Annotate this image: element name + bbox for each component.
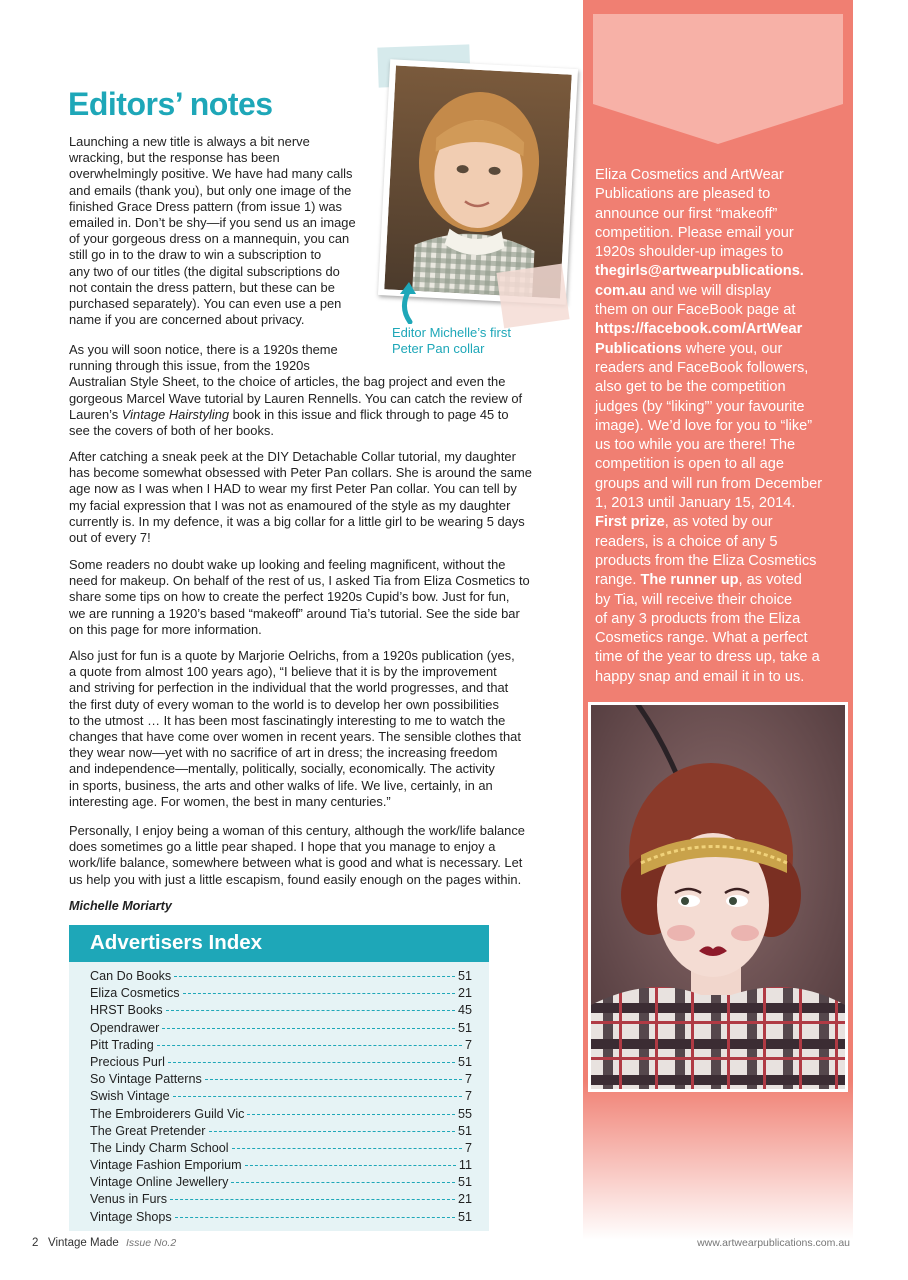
dotted-leader: [183, 993, 455, 994]
advertiser-row: [90, 1192, 472, 1209]
dotted-leader: [175, 1217, 455, 1218]
advertiser-page: 55: [457, 1106, 472, 1121]
advertiser-page: 7: [464, 1089, 472, 1104]
competition-email-link[interactable]: thegirls@artwearpublications.: [595, 263, 804, 280]
dotted-leader: [232, 1148, 462, 1149]
magazine-name: Vintage Made: [48, 1237, 119, 1249]
page-number: 2: [32, 1237, 39, 1249]
advertiser-page: 51: [457, 1020, 472, 1035]
facebook-link-end[interactable]: Publications: [595, 340, 682, 357]
advertiser-name: Vintage Fashion Emporium: [90, 1158, 242, 1173]
dotted-leader: [162, 1028, 455, 1029]
advertiser-row: [90, 1158, 472, 1175]
dotted-leader: [231, 1182, 455, 1183]
competition-text: Eliza Cosmetics and ArtWear Publications are pleased to announce our first “makeoff” competition. Please email your 1920s shoulder-up images to thegirls@artwearpublications. com.au and we will display them on our FaceBook page at https://facebook.com/ArtWear Publications where you, our readers and FaceBook followers, also get to be the competition judges (by “liking”’ your favourite image). We’d love for you to “like” us too while you are there! The competition is open to all age groups and will run from December 1, 2013 until January 15, 2014. First prize, as voted by our readers, is a choice of any 5 products from the Eliza Cosmetics range. The runner up, as voted by Tia, will receive their choice of any 3 products from the Eliza Cosmetics range. What a perfect time of the year to dress up, take a happy snap and email it in to us.: [595, 167, 823, 685]
advertiser-page: 51: [457, 969, 472, 983]
advertiser-row: [90, 1055, 472, 1072]
advertiser-row: [90, 1021, 472, 1038]
dotted-leader: [173, 1096, 462, 1097]
curved-arrow-icon: [396, 280, 420, 324]
advertiser-name: The Lindy Charm School: [90, 1140, 229, 1155]
advertiser-name: Can Do Books: [90, 969, 172, 983]
advertiser-row: [90, 1141, 472, 1158]
page-title: Editors’ notes: [68, 86, 273, 122]
chevron-banner-icon: [593, 14, 843, 144]
dotted-leader: [168, 1062, 455, 1063]
advertiser-page: 51: [457, 1209, 472, 1224]
advertiser-page: 7: [464, 1072, 472, 1087]
paragraph-5: Also just for fun is a quote by Marjorie Oelrichs, from a 1920s publication (yes, a quote from almost 100 years ago), “I believe that it is by the improvement and striving for perfection in the individual that the world progresses, and that the first duty of every woman to the world is to develop her own possibilities to the utmost … It has been most fascinatingly interesting to me to watch the changes that have come over women in recent years. The sensible clothes that they wear now—yet with no sacrifice of art in dress; the increasing freedom and independence—mentally, politically, socially, economically. The activity in sports, business, the arts and other walks of life. We live, certainly, in an interesting age. For women, the best in many centuries.”: [69, 648, 521, 809]
advertisers-index: [69, 925, 489, 1231]
advertiser-page: 45: [457, 1003, 472, 1018]
advertiser-row: [90, 986, 472, 1003]
advertiser-name: Eliza Cosmetics: [90, 986, 180, 1001]
dotted-leader: [247, 1114, 455, 1115]
advertiser-name: Vintage Online Jewellery: [90, 1175, 229, 1190]
advertiser-page: 21: [457, 986, 472, 1001]
issue-number: Issue No.2: [125, 1237, 177, 1249]
advertiser-row: [90, 1175, 472, 1192]
competition-email-link-end[interactable]: com.au: [595, 282, 647, 299]
dotted-leader: [170, 1199, 455, 1200]
advertiser-row: [90, 1210, 472, 1227]
dotted-leader: [209, 1131, 455, 1132]
advertiser-name: The Embroiderers Guild Vic: [90, 1106, 245, 1121]
dotted-leader: [157, 1045, 462, 1046]
advertiser-page: 51: [457, 1175, 472, 1190]
footer-url[interactable]: www.artwearpublications.com.au: [697, 1237, 850, 1249]
footer-page-info: [32, 1237, 176, 1249]
advertiser-name: Opendrawer: [90, 1020, 160, 1035]
advertiser-row: [90, 1124, 472, 1141]
facebook-link[interactable]: https://facebook.com/ArtWear: [595, 321, 803, 338]
paragraph-4: Some readers no doubt wake up looking and feeling magnificent, without the need for makeup. On behalf of the rest of us, I asked Tia from Eliza Cosmetics to share some tips on how to create the perfect 1920s Cupid’s bow. Just for fun, we are running a 1920’s based “makeoff” around Tia’s tutorial. See the side bar on this page for more information.: [69, 557, 530, 637]
advertiser-row: [90, 1089, 472, 1106]
competition-sidebar: [583, 0, 853, 1240]
advertiser-row: [90, 1107, 472, 1124]
flapper-model-photo: [588, 702, 848, 1092]
advertiser-name: Precious Purl: [90, 1054, 165, 1069]
advertiser-row: [90, 969, 472, 986]
advertisers-title: Advertisers Index: [90, 931, 263, 954]
advertiser-page: 51: [457, 1054, 472, 1069]
advertiser-name: Venus in Furs: [90, 1192, 168, 1207]
dotted-leader: [174, 976, 455, 977]
editor-signature: Michelle Moriarty: [69, 899, 172, 913]
advertiser-row: [90, 1003, 472, 1020]
dotted-leader: [205, 1079, 462, 1080]
advertiser-name: So Vintage Patterns: [90, 1072, 202, 1087]
paragraph-6: Personally, I enjoy being a woman of this century, although the work/life balance does sometimes go a little pear shaped. I hope that you manage to enjoy a work/life balance, somewhere between what is good and what is necessary. Let us help you with just a little escapism, found easily enough on the pages within.: [69, 823, 525, 887]
photo-tape-bottom: [496, 264, 569, 329]
advertisers-list: [90, 969, 472, 1227]
advertiser-name: HRST Books: [90, 1003, 163, 1018]
advertiser-name: Vintage Shops: [90, 1209, 172, 1224]
advertiser-row: [90, 1072, 472, 1089]
advertiser-page: 11: [458, 1158, 472, 1173]
paragraph-1: Launching a new title is always a bit nerve wracking, but the response has been overwhelmingly positive. We have had many calls and emails (thank you), but only one image of the finished Grace Dress pattern (from issue 1) was emailed in. Don’t be shy—if you send us an image of your gorgeous dress on a mannequin, you can still go in to the draw to win a subscription to any two of our titles (the digital subscriptions do not contain the dress pattern, but these can be purchased separately). You can even use a pen name if you are concerned about privacy.: [69, 134, 356, 328]
advertiser-page: 21: [457, 1192, 472, 1207]
paragraph-2: As you will soon notice, there is a 1920s theme running through this issue, from the 1920s Australian Style Sheet, to the choice of articles, the bag project and even the gorgeous Marcel Wave tutorial by Lauren Rennells. You can catch the review of Lauren’s Vintage Hairstyling book in this issue and flick through to page 45 to see the covers of both of her books.: [69, 342, 523, 439]
dotted-leader: [245, 1165, 456, 1166]
advertiser-name: Swish Vintage: [90, 1089, 170, 1104]
paragraph-3: After catching a sneak peek at the DIY Detachable Collar tutorial, my daughter has become somewhat obsessed with Peter Pan collars. She is around the same age now as I was when I HAD to wear my first Peter Pan collar. You can tell by my facial expression that I was not as enamoured of the style as my daughter currently is. In my defence, it was a big collar for a little girl to be wearing 5 days out of every 7!: [69, 449, 532, 546]
advertiser-name: Pitt Trading: [90, 1037, 154, 1052]
advertiser-page: 7: [464, 1140, 472, 1155]
dotted-leader: [166, 1010, 455, 1011]
advertiser-name: The Great Pretender: [90, 1123, 206, 1138]
advertiser-page: 7: [464, 1037, 472, 1052]
advertiser-page: 51: [457, 1123, 472, 1138]
advertiser-row: [90, 1038, 472, 1055]
photo-caption: Editor Michelle’s first Peter Pan collar: [392, 325, 511, 356]
